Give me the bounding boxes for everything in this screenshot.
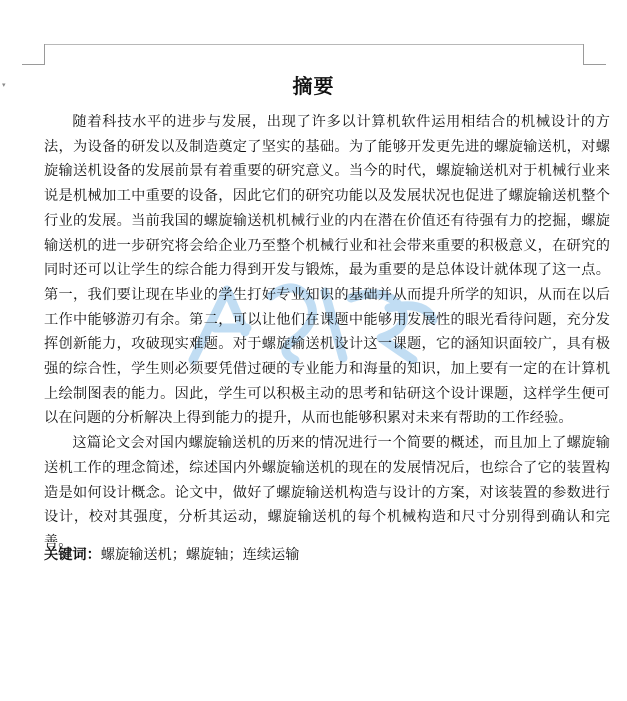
margin-corner-top-left	[22, 44, 45, 65]
margin-corner-top-right	[583, 44, 606, 65]
keywords-value: 螺旋输送机；螺旋轴；连续运输	[100, 547, 300, 563]
abstract-paragraph: 随着科技水平的进步与发展，出现了许多以计算机软件运用相结合的机械设计的方法，为设备的研发以及制造奠定了坚实的基础。为了能够开发更先进的螺旋输送机，对螺旋输送机设备的发展前景有着重要的研究意义。当今的时代，螺旋输送机对于机械行业来说是机械加工中重要的设备，因此它们的研究功能以及发展状况也促进了螺旋输送机整个行业的发展。当前我国的螺旋输送机机械行业的内在潜在价值还有待强有力的挖掘，螺旋输送机的进一步研究将会给企业乃至整个机械行业和社会带来重要的积极意义，在研究的同时还可以让学生的综合能力得到开发与锻炼，最为重要的是总体设计就体现了这一点。第一，我们要让现在毕业的学生打好专业知识的基础并从而提升所学的知识，从而在以后工作中能够游刃有余。第二，可以让他们在课题中能够用发展性的眼光看待问题，充分发挥创新能力，攻破现实难题。对于螺旋输送机设计这一课题，它的涵知识面较广，具有极强的综合性，学生则必须要凭借过硬的专业能力和海量的知识，加上要有一定的在计算机上绘制图表的能力。因此，学生可以积极主动的思考和钻研这个设计课题，这样学生便可以在问题的分析解决上得到能力的提升，从而也能够积累对未来有帮助的工作经验。	[44, 114, 610, 427]
collapse-marker-icon[interactable]: ▾	[2, 81, 6, 89]
page-title: 摘要	[292, 74, 335, 98]
abstract-paragraph: 这篇论文会对国内螺旋输送机的历来的情况进行一个简要的概述，而且加上了螺旋输送机工作的理念简述，综述国内外螺旋输送机的现在的发展情况后，也综合了它的装置构造是如何设计概念。论文中，做好了螺旋输送机构造与设计的方案，对该装置的参数进行设计，校对其强度，分析其运动，螺旋输送机的每个机械构造和尺寸分别得到确认和完善。	[44, 435, 610, 550]
keywords-line	[44, 543, 604, 567]
abstract-body	[44, 110, 610, 555]
page-top-edge	[44, 44, 583, 45]
keywords-label: 关键词：	[44, 547, 101, 563]
